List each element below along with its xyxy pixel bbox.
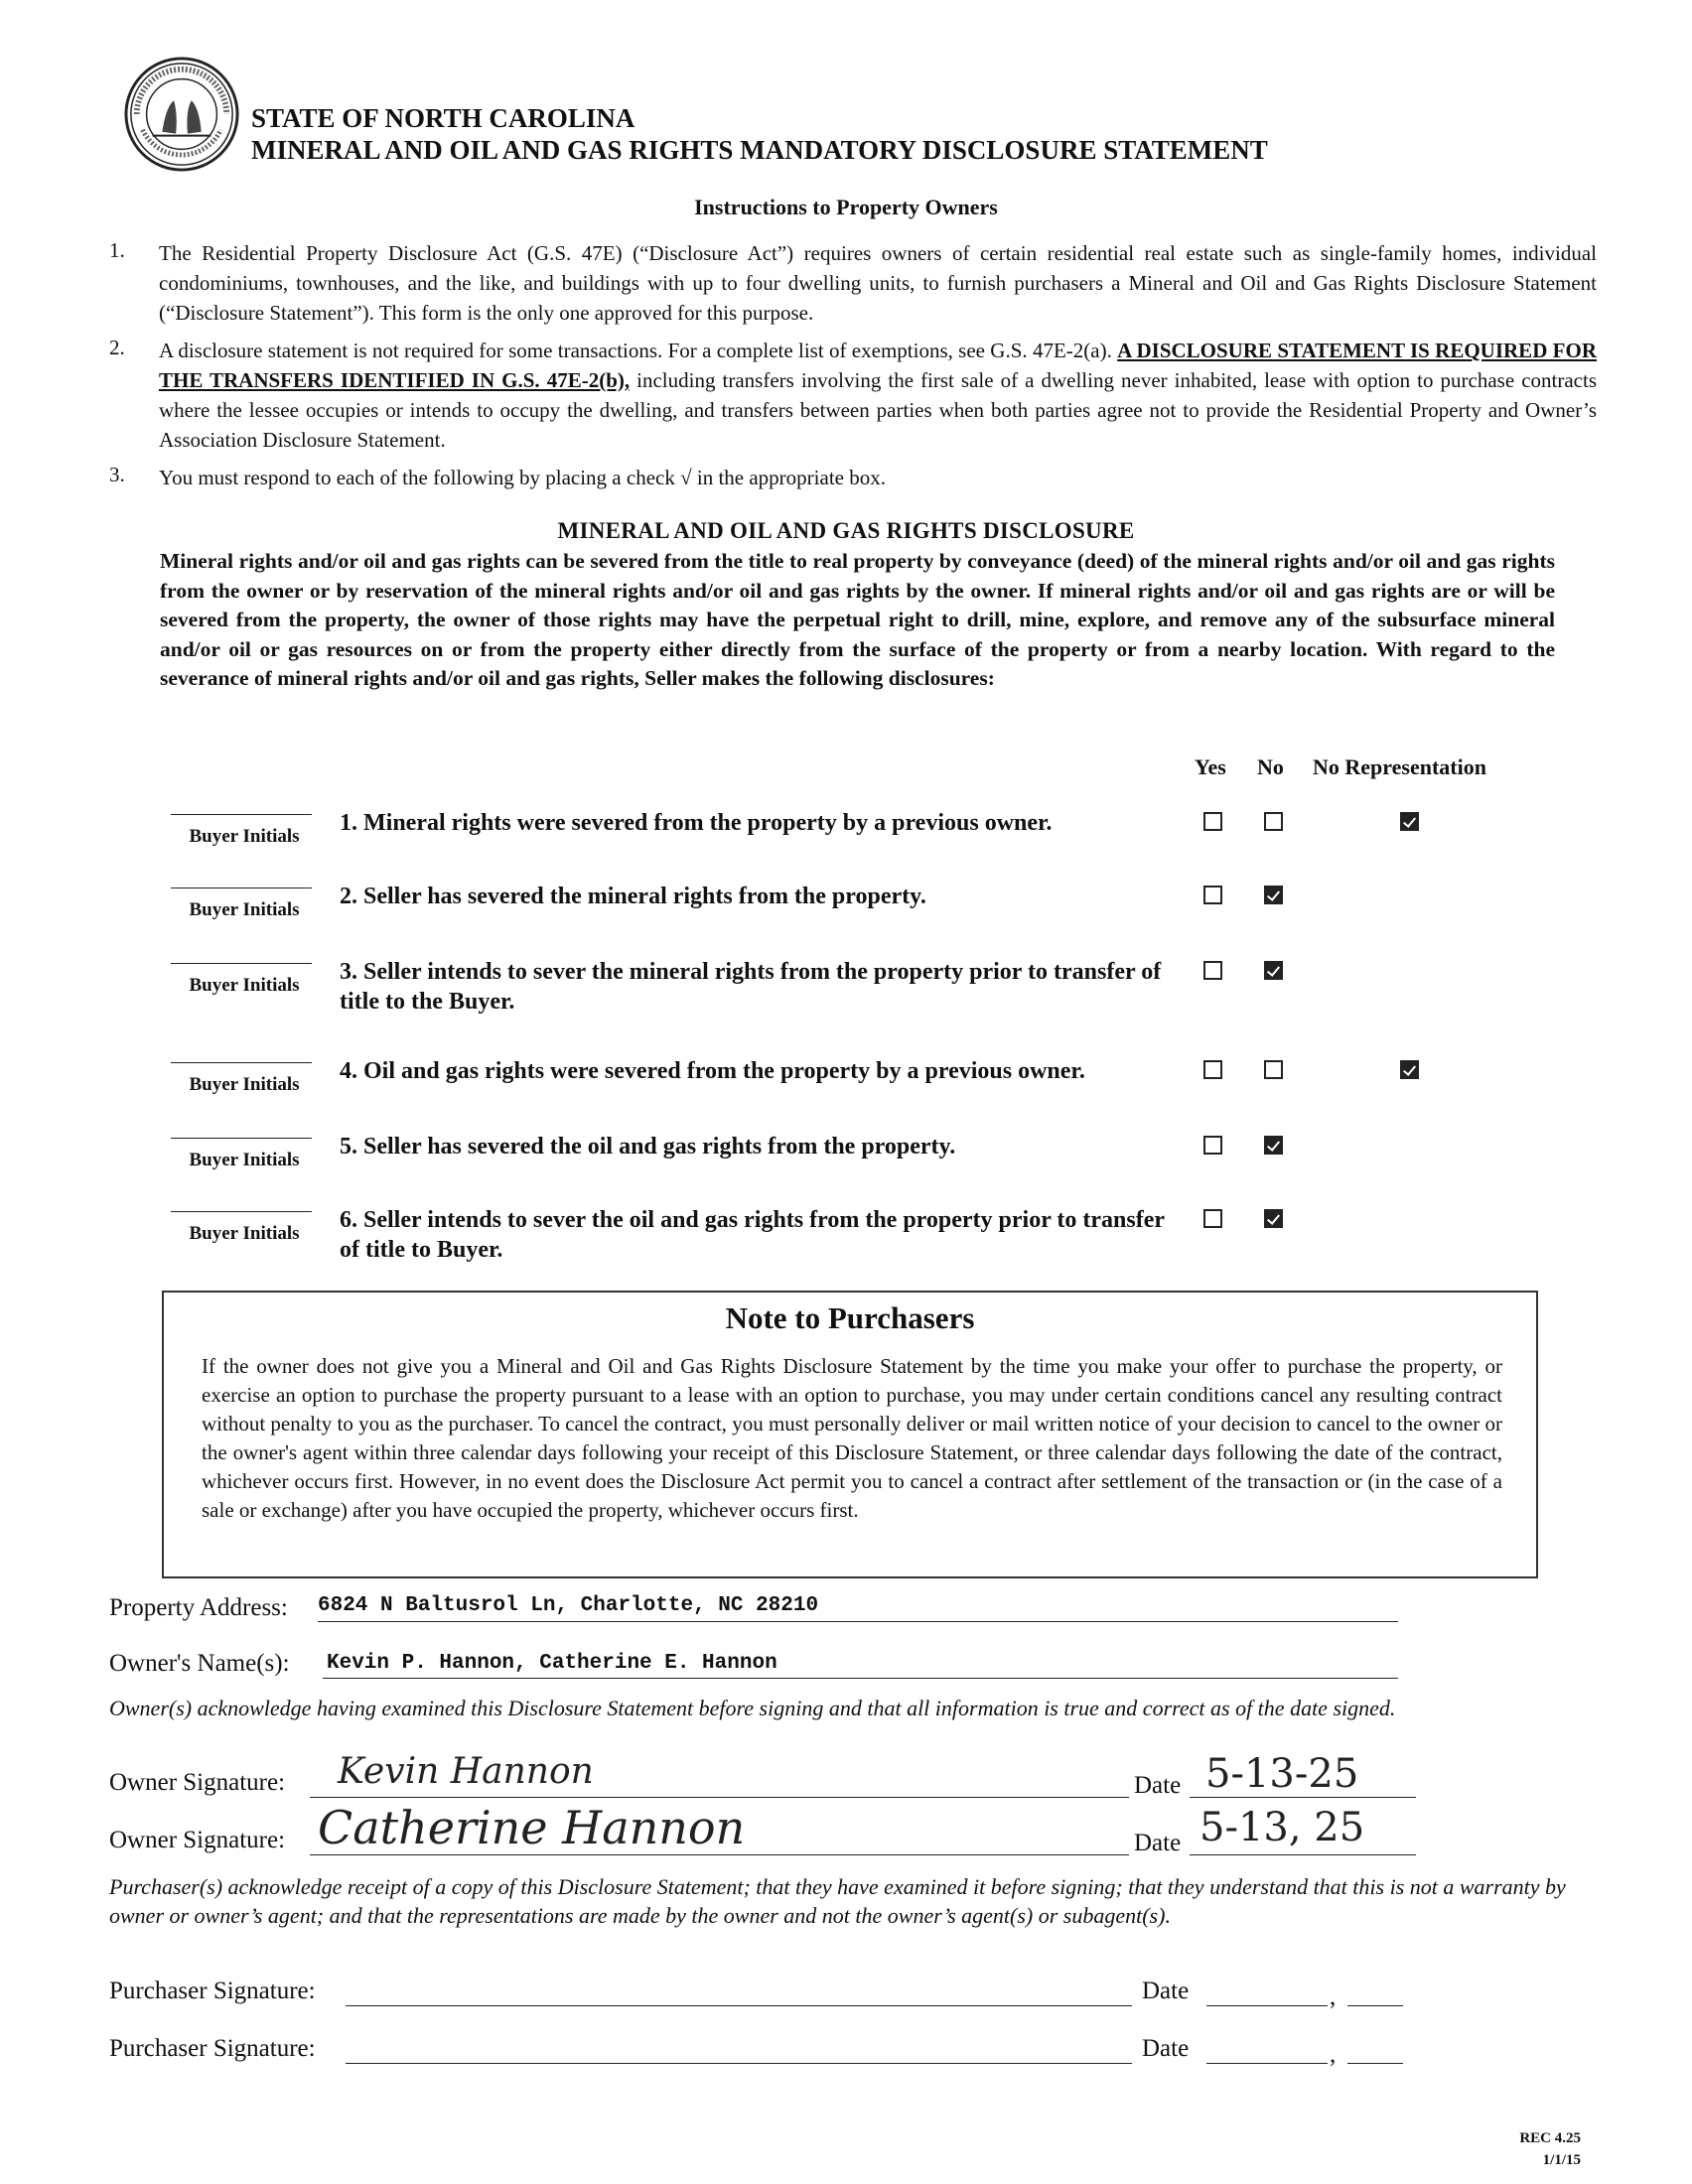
purchaser-acknowledgement: Purchaser(s) acknowledge receipt of a copy of this Disclosure Statement; that they have examined it before signing; that they understand that this is not a warranty by owner or owner’s agent; and that the representations are made by the owner and not the owner’s agent(s) or subagent(s). xyxy=(109,1874,1566,1928)
date-label: Date xyxy=(1142,2035,1190,2062)
purchaser-date-line[interactable] xyxy=(1206,2063,1328,2064)
note-to-purchasers-box xyxy=(162,1291,1538,1578)
owners-name-label: Owner's Name(s): xyxy=(109,1650,290,1677)
instruction-number: 1. xyxy=(109,238,125,262)
buyer-initials-line[interactable] xyxy=(171,1211,312,1212)
no-checkbox[interactable] xyxy=(1264,1136,1283,1155)
disclosure-statement: 6. Seller intends to sever the oil and gas rights from the property prior to transfer of title to Buyer. xyxy=(340,1207,1165,1263)
instruction-text-required: A DISCLOSURE STATEMENT IS REQUIRED FOR THE TRANSFERS IDENTIFIED IN G.S. 47E-2(b), xyxy=(159,339,1597,392)
buyer-initials-label: Buyer Initials xyxy=(189,975,300,996)
buyer-initials-line[interactable] xyxy=(171,814,312,815)
date-comma: , xyxy=(1330,1983,1337,2010)
column-no-representation: No Representation xyxy=(1313,754,1486,779)
no-checkbox[interactable] xyxy=(1264,812,1283,831)
yes-checkbox[interactable] xyxy=(1203,1060,1222,1079)
property-address-label: Property Address: xyxy=(109,1594,288,1621)
yes-checkbox[interactable] xyxy=(1203,886,1222,904)
property-address-line xyxy=(318,1621,1398,1622)
yes-checkbox[interactable] xyxy=(1203,1136,1222,1155)
instruction-text-pre: A disclosure statement is not required for some transactions. For a complete list of exemptions, see G.S. 47E-2(a). xyxy=(159,339,1118,362)
buyer-initials-label: Buyer Initials xyxy=(189,1150,300,1170)
buyer-initials-label: Buyer Initials xyxy=(189,1074,300,1095)
yes-checkbox[interactable] xyxy=(1203,812,1222,831)
date-label: Date xyxy=(1134,1830,1182,1856)
purchaser-year-line[interactable] xyxy=(1347,2005,1403,2006)
owner-signature-1[interactable]: Kevin Hannon xyxy=(338,1751,594,1792)
no-rep-checkbox[interactable] xyxy=(1400,1060,1419,1079)
instruction-text: You must respond to each of the following by placing a check √ in the appropriate box. xyxy=(159,466,886,489)
date-line xyxy=(1190,1797,1416,1798)
no-checkbox[interactable] xyxy=(1264,961,1283,980)
instructions-heading: Instructions to Property Owners xyxy=(694,195,998,219)
date-label: Date xyxy=(1142,1978,1190,2004)
owner-signature-2-date[interactable]: 5-13, 25 xyxy=(1199,1805,1365,1850)
property-address-field[interactable]: 6824 N Baltusrol Ln, Charlotte, NC 28210 xyxy=(318,1594,819,1617)
instruction-text xyxy=(159,336,1597,455)
form-state-title: STATE OF NORTH CAROLINA xyxy=(251,103,635,133)
no-checkbox[interactable] xyxy=(1264,1209,1283,1228)
note-body: If the owner does not give you a Mineral and Oil and Gas Rights Disclosure Statement by the time you make your offer to purchase the property, or exercise an option to purchase the property pursuant to a lease with an option to purchase, you may under certain conditions cancel any resulting contract without penalty to you as the purchaser. To cancel the contract, you must personally deliver or mail written notice of your decision to cancel to the owner or the owner's agent within three calendar days following your receipt of this Disclosure Statement, or three calendar days following the date of the contract, whichever occurs first. However, in no event does the Disclosure Act permit you to cancel a contract after settlement of the transaction or (in the case of a sale or exchange) after you have occupied the property, whichever occurs first. xyxy=(202,1354,1502,1522)
owner-signature-label: Owner Signature: xyxy=(109,1769,286,1796)
owners-name-field[interactable]: Kevin P. Hannon, Catherine E. Hannon xyxy=(327,1652,777,1675)
buyer-initials-line[interactable] xyxy=(171,963,312,964)
disclosure-statement: 1. Mineral rights were severed from the property by a previous owner. xyxy=(340,810,1053,836)
note-title: Note to Purchasers xyxy=(725,1300,975,1335)
north-carolina-real-estate-commission-seal xyxy=(123,56,240,173)
purchaser-year-line[interactable] xyxy=(1347,2063,1403,2064)
buyer-initials-label: Buyer Initials xyxy=(189,1223,300,1244)
yes-checkbox[interactable] xyxy=(1203,1209,1222,1228)
owner-signature-1-date[interactable]: 5-13-25 xyxy=(1205,1751,1359,1797)
no-rep-checkbox[interactable] xyxy=(1400,812,1419,831)
disclosure-body: Mineral rights and/or oil and gas rights can be severed from the title to real property by conveyance (deed) of the mineral rights and/or oil and gas rights from the owner or by reservation of the mineral rights and/or oil and gas rights by the owner. If mineral rights and/or oil and gas rights are or will be severed from the property, the owner of those rights may have the perpetual right to drill, mine, explore, and remove any of the subsurface mineral and/or oil or gas resources on or from the property either directly from the surface of the property or from a nearby location. With regard to the severance of mineral rights and/or oil and gas rights, Seller makes the following disclosures: xyxy=(160,549,1555,690)
instruction-text-post: including transfers involving the first sale of a dwelling never inhabited, lease with option to purchase contracts where the lessee occupies or intends to occupy the dwelling, and transfers between parties when both parties agree not to provide the Residential Property and Owner’s Association Disclosure Statement. xyxy=(159,368,1597,452)
date-comma: , xyxy=(1330,2041,1337,2068)
form-date: 1/1/15 xyxy=(1542,2152,1581,2168)
no-checkbox[interactable] xyxy=(1264,1060,1283,1079)
owner-signature-line xyxy=(310,1854,1129,1855)
column-no: No xyxy=(1257,754,1284,779)
owner-signature-2[interactable]: Catherine Hannon xyxy=(318,1801,746,1854)
instruction-number: 2. xyxy=(109,336,125,359)
form-code: REC 4.25 xyxy=(1519,2130,1581,2146)
purchaser-signature-line[interactable] xyxy=(346,2063,1132,2064)
disclosure-statement: 2. Seller has severed the mineral rights from the property. xyxy=(340,884,926,909)
yes-checkbox[interactable] xyxy=(1203,961,1222,980)
buyer-initials-label: Buyer Initials xyxy=(189,826,300,847)
form-title: MINERAL AND OIL AND GAS RIGHTS MANDATORY DISCLOSURE STATEMENT xyxy=(251,135,1268,165)
disclosure-statement: 3. Seller intends to sever the mineral rights from the property prior to transfer of title to the Buyer. xyxy=(340,959,1162,1015)
owner-signature-label: Owner Signature: xyxy=(109,1827,286,1853)
instruction-number: 3. xyxy=(109,463,125,486)
date-label: Date xyxy=(1134,1772,1182,1799)
purchaser-date-line[interactable] xyxy=(1206,2005,1328,2006)
column-yes: Yes xyxy=(1195,754,1226,779)
buyer-initials-line[interactable] xyxy=(171,1138,312,1139)
no-checkbox[interactable] xyxy=(1264,886,1283,904)
purchaser-signature-label: Purchaser Signature: xyxy=(109,2035,316,2062)
disclosure-heading: MINERAL AND OIL AND GAS RIGHTS DISCLOSURE xyxy=(557,518,1135,543)
owner-signature-line xyxy=(310,1797,1129,1798)
buyer-initials-label: Buyer Initials xyxy=(189,899,300,920)
disclosure-statement: 5. Seller has severed the oil and gas rights from the property. xyxy=(340,1134,956,1160)
owners-name-line xyxy=(323,1678,1398,1679)
date-line xyxy=(1190,1854,1416,1855)
disclosure-statement: 4. Oil and gas rights were severed from the property by a previous owner. xyxy=(340,1058,1085,1084)
instruction-text: The Residential Property Disclosure Act (G.S. 47E) (“Disclosure Act”) requires owners of certain residential real estate such as single-family homes, individual condominiums, townhouses, and the like, and buildings with up to four dwelling units, to furnish purchasers a Mineral and Oil and Gas Rights Disclosure Statement (“Disclosure Statement”). This form is the only one approved for this purpose. xyxy=(159,241,1597,325)
buyer-initials-line[interactable] xyxy=(171,887,312,888)
owner-acknowledgement: Owner(s) acknowledge having examined this Disclosure Statement before signing and that all information is true and correct as of the date signed. xyxy=(109,1696,1396,1720)
buyer-initials-line[interactable] xyxy=(171,1062,312,1063)
purchaser-signature-line[interactable] xyxy=(346,2005,1132,2006)
purchaser-signature-label: Purchaser Signature: xyxy=(109,1978,316,2004)
